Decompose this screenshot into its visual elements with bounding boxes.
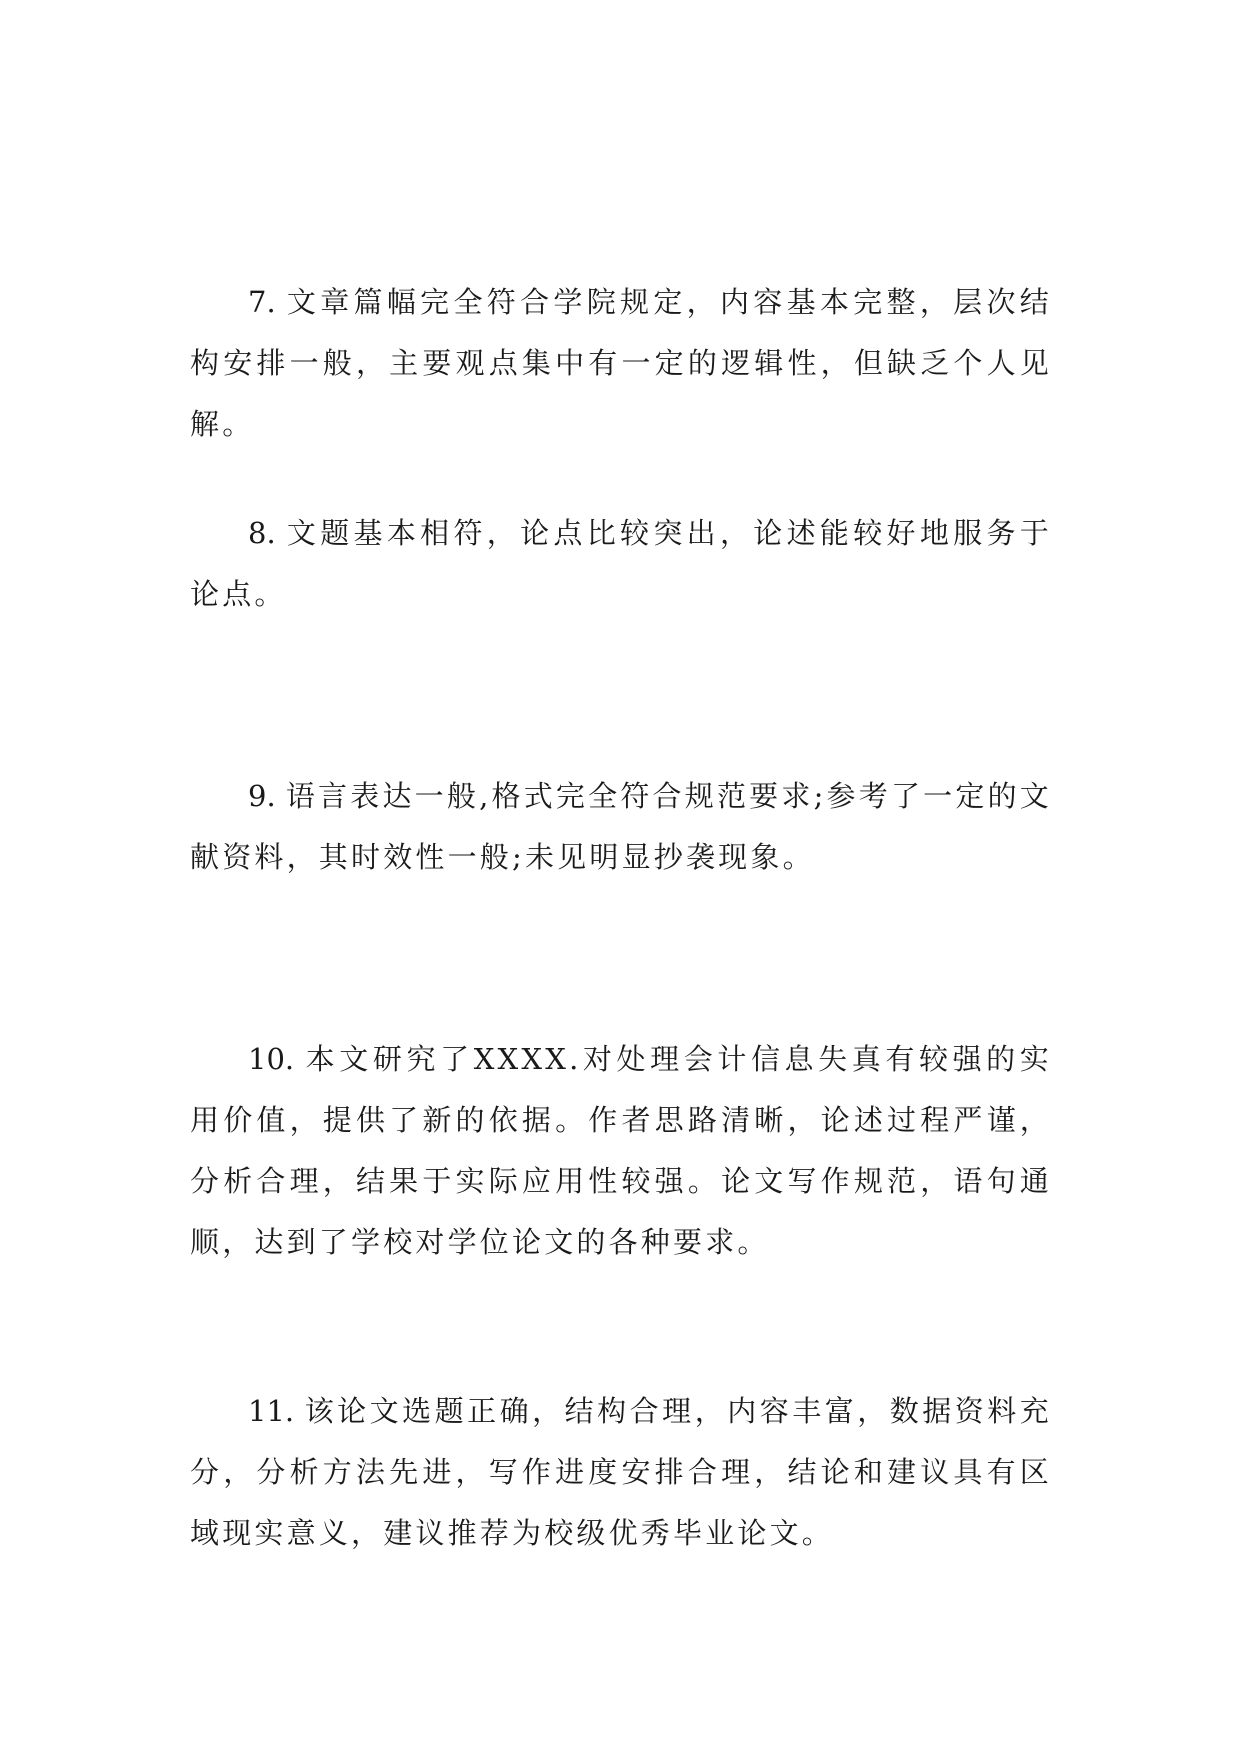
paragraph-text: 本文研究了XXXX.对处理会计信息失真有较强的实用价值，提供了新的依据。作者思路清晰，论述过程严谨，分析合理，结果于实际应用性较强。论文写作规范，语句通顺，达到了学校对学位论文的各种要求。 [190,1042,1052,1259]
paragraph-number: 9. [248,779,276,813]
paragraph-text: 该论文选题正确，结构合理，内容丰富，数据资料充分，分析方法先进，写作进度安排合理，结论和建议具有区域现实意义，建议推荐为校级优秀毕业论文。 [190,1394,1052,1550]
paragraph-text: 文章篇幅完全符合学院规定，内容基本完整，层次结构安排一般，主要观点集中有一定的逻辑性，但缺乏个人见解。 [190,285,1052,441]
paragraph-text: 语言表达一般,格式完全符合规范要求;参考了一定的文献资料，其时效性一般;未见明显抄袭现象。 [190,779,1052,874]
paragraph-10 [190,1029,1052,1273]
paragraph-number: 7. [248,285,276,319]
paragraph-number: 8. [248,516,276,550]
paragraph-number: 10. [248,1042,295,1076]
paragraph-8 [190,503,1052,625]
paragraph-number: 11. [248,1394,295,1428]
paragraph-9 [190,766,1052,888]
paragraph-text: 文题基本相符，论点比较突出，论述能较好地服务于论点。 [190,516,1052,611]
paragraph-7 [190,272,1052,455]
paragraph-11 [190,1381,1052,1564]
